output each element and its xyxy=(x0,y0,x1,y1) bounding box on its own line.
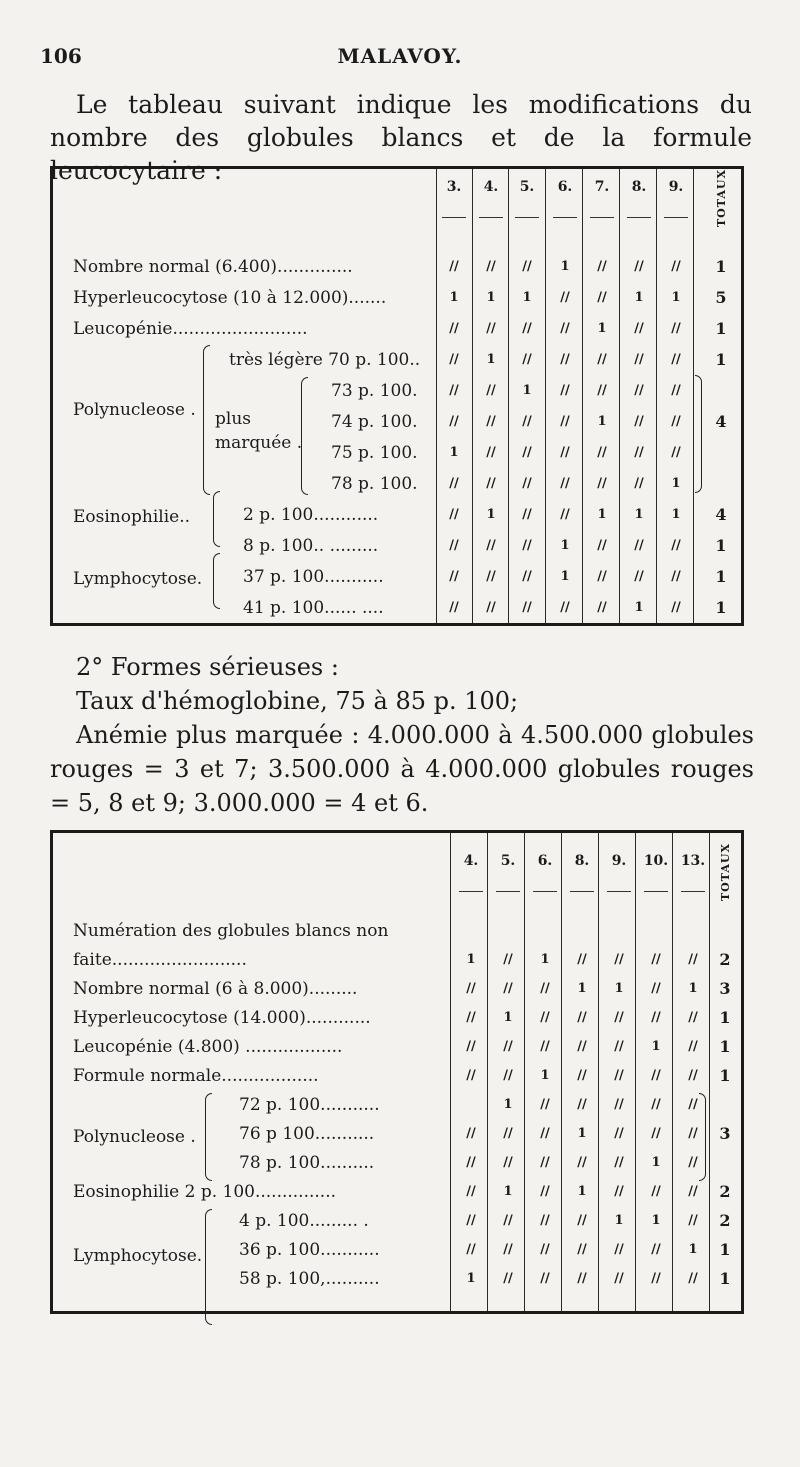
header-rule xyxy=(496,891,520,892)
table-cell: // xyxy=(503,1068,513,1083)
table-cell: // xyxy=(522,414,532,429)
total-cell: 2 xyxy=(719,1182,731,1201)
table-cell: // xyxy=(449,538,459,553)
table-leucocytes-1 xyxy=(50,166,744,626)
column-header: 13. xyxy=(680,853,706,869)
table-cell: // xyxy=(651,1242,661,1257)
table-cell: // xyxy=(597,445,607,460)
table-cell: // xyxy=(688,1126,698,1141)
table-cell: 1 xyxy=(449,290,459,305)
table-cell: // xyxy=(560,507,570,522)
table-cell: // xyxy=(503,1242,513,1257)
group-plus-marquee: plus marquée . xyxy=(215,409,303,453)
table-cell: // xyxy=(466,1213,476,1228)
row-label: 36 p. 100........... xyxy=(239,1240,380,1260)
table-cell: // xyxy=(688,1155,698,1170)
table-cell: // xyxy=(522,569,532,584)
column-header: 6. xyxy=(537,853,553,869)
table-cell: // xyxy=(634,414,644,429)
table-cell: // xyxy=(522,507,532,522)
table-cell: 1 xyxy=(577,981,587,996)
column-header: 6. xyxy=(557,179,573,195)
table-cell: // xyxy=(540,1242,550,1257)
table-cell: // xyxy=(614,1184,624,1199)
totals-header: TOTAUX xyxy=(715,168,728,227)
table-cell: // xyxy=(597,383,607,398)
table-cell: // xyxy=(634,569,644,584)
table-row xyxy=(53,1091,741,1119)
table-cell: // xyxy=(597,290,607,305)
table-cell: 1 xyxy=(522,290,532,305)
table-cell: // xyxy=(560,414,570,429)
table-cell: 1 xyxy=(597,414,607,429)
total-cell: 5 xyxy=(715,288,727,307)
table-cell: // xyxy=(671,321,681,336)
total-cell: 2 xyxy=(719,1211,731,1230)
table-cell: // xyxy=(540,1097,550,1112)
table-cell: // xyxy=(634,321,644,336)
table-cell: // xyxy=(486,600,496,615)
table-cell: // xyxy=(540,1039,550,1054)
header-rule xyxy=(664,217,688,218)
table-cell: // xyxy=(466,1010,476,1025)
table-cell: // xyxy=(614,1068,624,1083)
table-cell: // xyxy=(597,476,607,491)
table-cell: 1 xyxy=(503,1184,513,1199)
table-cell: // xyxy=(634,476,644,491)
table-cell: // xyxy=(466,1068,476,1083)
row-label: 37 p. 100........... xyxy=(243,567,384,587)
header-rule xyxy=(607,891,631,892)
row-label: Nombre normal (6.400).............. xyxy=(73,257,353,277)
table-cell: // xyxy=(449,383,459,398)
row-label: Eosinophilie 2 p. 100............... xyxy=(73,1182,337,1202)
table-cell: // xyxy=(597,352,607,367)
column-header: 8. xyxy=(631,179,647,195)
column-header: 4. xyxy=(463,853,479,869)
table-cell: // xyxy=(671,414,681,429)
total-cell: 1 xyxy=(719,1037,731,1056)
table-cell: // xyxy=(614,1126,624,1141)
group-polynucleose: Polynucleose . xyxy=(73,400,196,420)
section-heading: 2° Formes sérieuses : xyxy=(76,653,339,681)
table-row xyxy=(53,1062,741,1090)
column-header: 10. xyxy=(643,853,669,869)
table-row xyxy=(53,1207,741,1235)
brace xyxy=(699,1093,706,1181)
row-label: 58 p. 100,.......... xyxy=(239,1269,380,1289)
table-cell: // xyxy=(577,1155,587,1170)
table-row xyxy=(53,594,741,622)
table-cell: 1 xyxy=(634,290,644,305)
table-cell: // xyxy=(614,1039,624,1054)
table-cell: // xyxy=(651,1271,661,1286)
table-cell: // xyxy=(688,1184,698,1199)
table-cell: 1 xyxy=(651,1039,661,1054)
table-cell: // xyxy=(671,538,681,553)
brace xyxy=(205,1093,212,1181)
table-cell: // xyxy=(577,1213,587,1228)
table-cell: 1 xyxy=(486,507,496,522)
page-number: 106 xyxy=(40,44,82,68)
table-cell: // xyxy=(560,600,570,615)
table-cell: // xyxy=(522,352,532,367)
table-cell: // xyxy=(486,476,496,491)
total-cell: 1 xyxy=(715,567,727,586)
table-cell: // xyxy=(634,352,644,367)
column-header: 3. xyxy=(446,179,462,195)
header-rule xyxy=(644,891,668,892)
table-cell: // xyxy=(486,383,496,398)
table-cell: // xyxy=(540,1213,550,1228)
table-cell: // xyxy=(651,1097,661,1112)
table-cell: // xyxy=(486,259,496,274)
brace xyxy=(203,345,210,495)
table-cell: // xyxy=(560,321,570,336)
table-cell: // xyxy=(688,1039,698,1054)
table-cell: 1 xyxy=(560,569,570,584)
table-cell: 1 xyxy=(688,1242,698,1257)
table-cell: // xyxy=(449,476,459,491)
table-cell: 1 xyxy=(651,1213,661,1228)
table-cell: // xyxy=(503,981,513,996)
table-row xyxy=(53,1004,741,1032)
table-cell: // xyxy=(522,476,532,491)
table-cell: // xyxy=(634,445,644,460)
header-rule xyxy=(459,891,483,892)
table-cell: // xyxy=(522,259,532,274)
table-cell: // xyxy=(466,1184,476,1199)
table-cell: // xyxy=(577,1271,587,1286)
table-cell: // xyxy=(614,1155,624,1170)
table-cell: // xyxy=(614,1271,624,1286)
table-row xyxy=(53,315,741,343)
table-cell: // xyxy=(540,1271,550,1286)
table-cell: // xyxy=(634,259,644,274)
table-cell: // xyxy=(449,321,459,336)
brace xyxy=(695,375,702,493)
total-cell: 1 xyxy=(715,536,727,555)
table-cell: 1 xyxy=(486,352,496,367)
table-cell: // xyxy=(486,414,496,429)
table-cell: // xyxy=(577,1242,587,1257)
table-cell: // xyxy=(688,1271,698,1286)
table-cell: // xyxy=(634,383,644,398)
row-label: 76 p 100........... xyxy=(239,1124,375,1144)
table-cell: // xyxy=(503,1213,513,1228)
column-header: 9. xyxy=(668,179,684,195)
column-header: 8. xyxy=(574,853,590,869)
table-cell: // xyxy=(671,445,681,460)
totals-header: TOTAUX xyxy=(719,842,732,901)
table-row xyxy=(53,1178,741,1206)
table-cell: 1 xyxy=(503,1097,513,1112)
total-cell: 1 xyxy=(719,1240,731,1259)
row-label: Hyperleucocytose (14.000)............ xyxy=(73,1008,371,1028)
table-cell: // xyxy=(540,1126,550,1141)
column-header: 9. xyxy=(611,853,627,869)
table-cell: // xyxy=(522,538,532,553)
table-cell: // xyxy=(503,1126,513,1141)
total-cell: 4 xyxy=(715,412,727,431)
table-row xyxy=(53,532,741,560)
table-cell: // xyxy=(651,981,661,996)
table-cell: // xyxy=(503,1271,513,1286)
group-lymphocytose: Lymphocytose. xyxy=(73,569,203,589)
table-cell: 1 xyxy=(671,476,681,491)
table-cell: // xyxy=(560,383,570,398)
table-cell: // xyxy=(540,1184,550,1199)
table-cell: // xyxy=(503,1155,513,1170)
total-cell: 1 xyxy=(719,1269,731,1288)
table-cell: // xyxy=(597,259,607,274)
row-label: 72 p. 100........... xyxy=(239,1095,380,1115)
row-label: 78 p. 100. xyxy=(331,474,418,494)
table-cell: // xyxy=(651,1184,661,1199)
column-header: 7. xyxy=(594,179,610,195)
table-cell: // xyxy=(449,600,459,615)
header-rule xyxy=(533,891,557,892)
table-cell: // xyxy=(577,1039,587,1054)
header-rule xyxy=(570,891,594,892)
table-cell: 1 xyxy=(614,1213,624,1228)
table-cell: // xyxy=(577,1068,587,1083)
table-cell: // xyxy=(540,1010,550,1025)
table-cell: 1 xyxy=(651,1155,661,1170)
table-cell: // xyxy=(614,1242,624,1257)
table-cell: 1 xyxy=(449,445,459,460)
table-cell: // xyxy=(577,1097,587,1112)
table-cell: // xyxy=(614,1097,624,1112)
group-polynucleose: Polynucleose . xyxy=(73,1127,196,1147)
table-cell: 1 xyxy=(466,1271,476,1286)
table-cell: 1 xyxy=(577,1184,587,1199)
row-label: Hyperleucocytose (10 à 12.000)....... xyxy=(73,288,387,308)
brace xyxy=(213,553,220,609)
header-rule xyxy=(627,217,651,218)
page-header xyxy=(40,40,760,74)
total-cell: 1 xyxy=(715,257,727,276)
table-cell: // xyxy=(688,1213,698,1228)
table-cell: // xyxy=(486,321,496,336)
table-row xyxy=(53,1033,741,1061)
group-lymphocytose: Lymphocytose. xyxy=(73,1246,203,1266)
table-cell: // xyxy=(449,259,459,274)
row-label: 2 p. 100............ xyxy=(243,505,379,525)
row-label: très légère 70 p. 100.. xyxy=(229,350,421,370)
table-cell: // xyxy=(466,1155,476,1170)
table-cell: // xyxy=(486,445,496,460)
table-cell: // xyxy=(688,1068,698,1083)
table-cell: // xyxy=(449,569,459,584)
table-cell: // xyxy=(614,1010,624,1025)
header-rule xyxy=(479,217,503,218)
row-label: Nombre normal (6 à 8.000)......... xyxy=(73,979,358,999)
table-cell: 1 xyxy=(671,290,681,305)
table-cell: // xyxy=(597,538,607,553)
column-header: 5. xyxy=(500,853,516,869)
table-cell: // xyxy=(560,445,570,460)
section-formes-serieuses xyxy=(50,650,754,820)
table-cell: // xyxy=(671,259,681,274)
column-header: 4. xyxy=(483,179,499,195)
table-cell: // xyxy=(651,1068,661,1083)
table-cell: // xyxy=(671,600,681,615)
table-cell: // xyxy=(560,290,570,305)
total-cell: 1 xyxy=(715,598,727,617)
table-cell: // xyxy=(466,1039,476,1054)
table-cell: // xyxy=(634,538,644,553)
table-cell: 1 xyxy=(688,981,698,996)
table-row xyxy=(53,346,741,374)
table-cell: // xyxy=(503,1039,513,1054)
table-cell: // xyxy=(449,507,459,522)
table-cell: // xyxy=(688,952,698,967)
total-cell: 1 xyxy=(719,1066,731,1085)
table-cell: // xyxy=(597,600,607,615)
row-label: Leucopénie (4.800) .................. xyxy=(73,1037,343,1057)
table-cell: // xyxy=(614,952,624,967)
brace xyxy=(213,491,220,547)
table-cell: // xyxy=(486,538,496,553)
table-cell: // xyxy=(651,1010,661,1025)
table-cell: // xyxy=(688,1097,698,1112)
table-cell: 1 xyxy=(486,290,496,305)
row-label: 41 p. 100...... .... xyxy=(243,598,384,618)
table-cell: // xyxy=(671,383,681,398)
table-leucocytes-2 xyxy=(50,830,744,1314)
table-cell: 1 xyxy=(560,538,570,553)
row-label: 8 p. 100.. ......... xyxy=(243,536,379,556)
total-cell: 3 xyxy=(719,1124,731,1143)
table-row xyxy=(53,284,741,312)
table-cell: 1 xyxy=(634,507,644,522)
total-cell: 2 xyxy=(719,950,731,969)
total-cell: 1 xyxy=(715,319,727,338)
total-cell: 1 xyxy=(719,1008,731,1027)
row-label: 74 p. 100. xyxy=(331,412,418,432)
table-row xyxy=(53,917,741,945)
table-cell: 1 xyxy=(522,383,532,398)
total-cell: 3 xyxy=(719,979,731,998)
table-row xyxy=(53,439,741,467)
table-row xyxy=(53,470,741,498)
table-cell: 1 xyxy=(597,321,607,336)
table-cell: 1 xyxy=(540,952,550,967)
header-rule xyxy=(681,891,705,892)
table-cell: 1 xyxy=(577,1126,587,1141)
table-cell: // xyxy=(560,476,570,491)
table-cell: // xyxy=(449,352,459,367)
row-label: Leucopénie......................... xyxy=(73,319,308,339)
table-cell: // xyxy=(671,352,681,367)
header-rule xyxy=(442,217,466,218)
row-label: 73 p. 100. xyxy=(331,381,418,401)
column-header: 5. xyxy=(519,179,535,195)
table-row xyxy=(53,1149,741,1177)
row-label: 4 p. 100......... . xyxy=(239,1211,369,1231)
table-cell: // xyxy=(466,981,476,996)
table-cell: // xyxy=(577,952,587,967)
row-label: 78 p. 100.......... xyxy=(239,1153,375,1173)
group-eosinophilie: Eosinophilie.. xyxy=(73,507,190,527)
table-cell: // xyxy=(466,1242,476,1257)
table-row xyxy=(53,946,741,974)
table-row xyxy=(53,253,741,281)
table-cell: // xyxy=(522,600,532,615)
brace xyxy=(301,377,308,495)
row-label: Formule normale.................. xyxy=(73,1066,319,1086)
table-cell: // xyxy=(651,952,661,967)
header-rule xyxy=(553,217,577,218)
table-row xyxy=(53,975,741,1003)
total-cell: 1 xyxy=(715,350,727,369)
table-cell: // xyxy=(671,569,681,584)
table-cell: 1 xyxy=(614,981,624,996)
table-cell: 1 xyxy=(597,507,607,522)
table-cell: // xyxy=(466,1126,476,1141)
table-cell: // xyxy=(560,352,570,367)
table-cell: // xyxy=(577,1010,587,1025)
table-cell: // xyxy=(486,569,496,584)
running-head: MALAVOY. xyxy=(337,44,463,68)
table-cell: 1 xyxy=(503,1010,513,1025)
table-cell: // xyxy=(522,445,532,460)
header-rule xyxy=(590,217,614,218)
row-label: 75 p. 100. xyxy=(331,443,418,463)
table-cell: // xyxy=(597,569,607,584)
table-cell: // xyxy=(688,1010,698,1025)
intro-paragraph: Le tableau suivant indique les modifications du nombre des globules blancs et de la formule leucocytaire : xyxy=(50,90,752,185)
table-cell: 1 xyxy=(540,1068,550,1083)
table-cell: // xyxy=(449,414,459,429)
anemia-line: Anémie plus marquée : 4.000.000 à 4.500.000 globules rouges = 3 et 7; 3.500.000 à 4.000.000 globules rouges = 5, 8 et 9; 3.000.000 = 4 et 6. xyxy=(50,721,754,817)
table-cell: 1 xyxy=(466,952,476,967)
table-cell: // xyxy=(540,1155,550,1170)
hemoglobin-line: Taux d'hémoglobine, 75 à 85 p. 100; xyxy=(76,687,519,715)
table-cell: 1 xyxy=(671,507,681,522)
table-cell: 1 xyxy=(634,600,644,615)
row-label: faite......................... xyxy=(73,950,247,970)
table-cell: // xyxy=(503,952,513,967)
table-cell: // xyxy=(540,981,550,996)
brace xyxy=(205,1209,212,1325)
header-rule xyxy=(515,217,539,218)
table-cell: // xyxy=(651,1126,661,1141)
table-cell: // xyxy=(522,321,532,336)
row-label: Numération des globules blancs non xyxy=(73,921,389,941)
total-cell: 4 xyxy=(715,505,727,524)
table-cell: 1 xyxy=(560,259,570,274)
